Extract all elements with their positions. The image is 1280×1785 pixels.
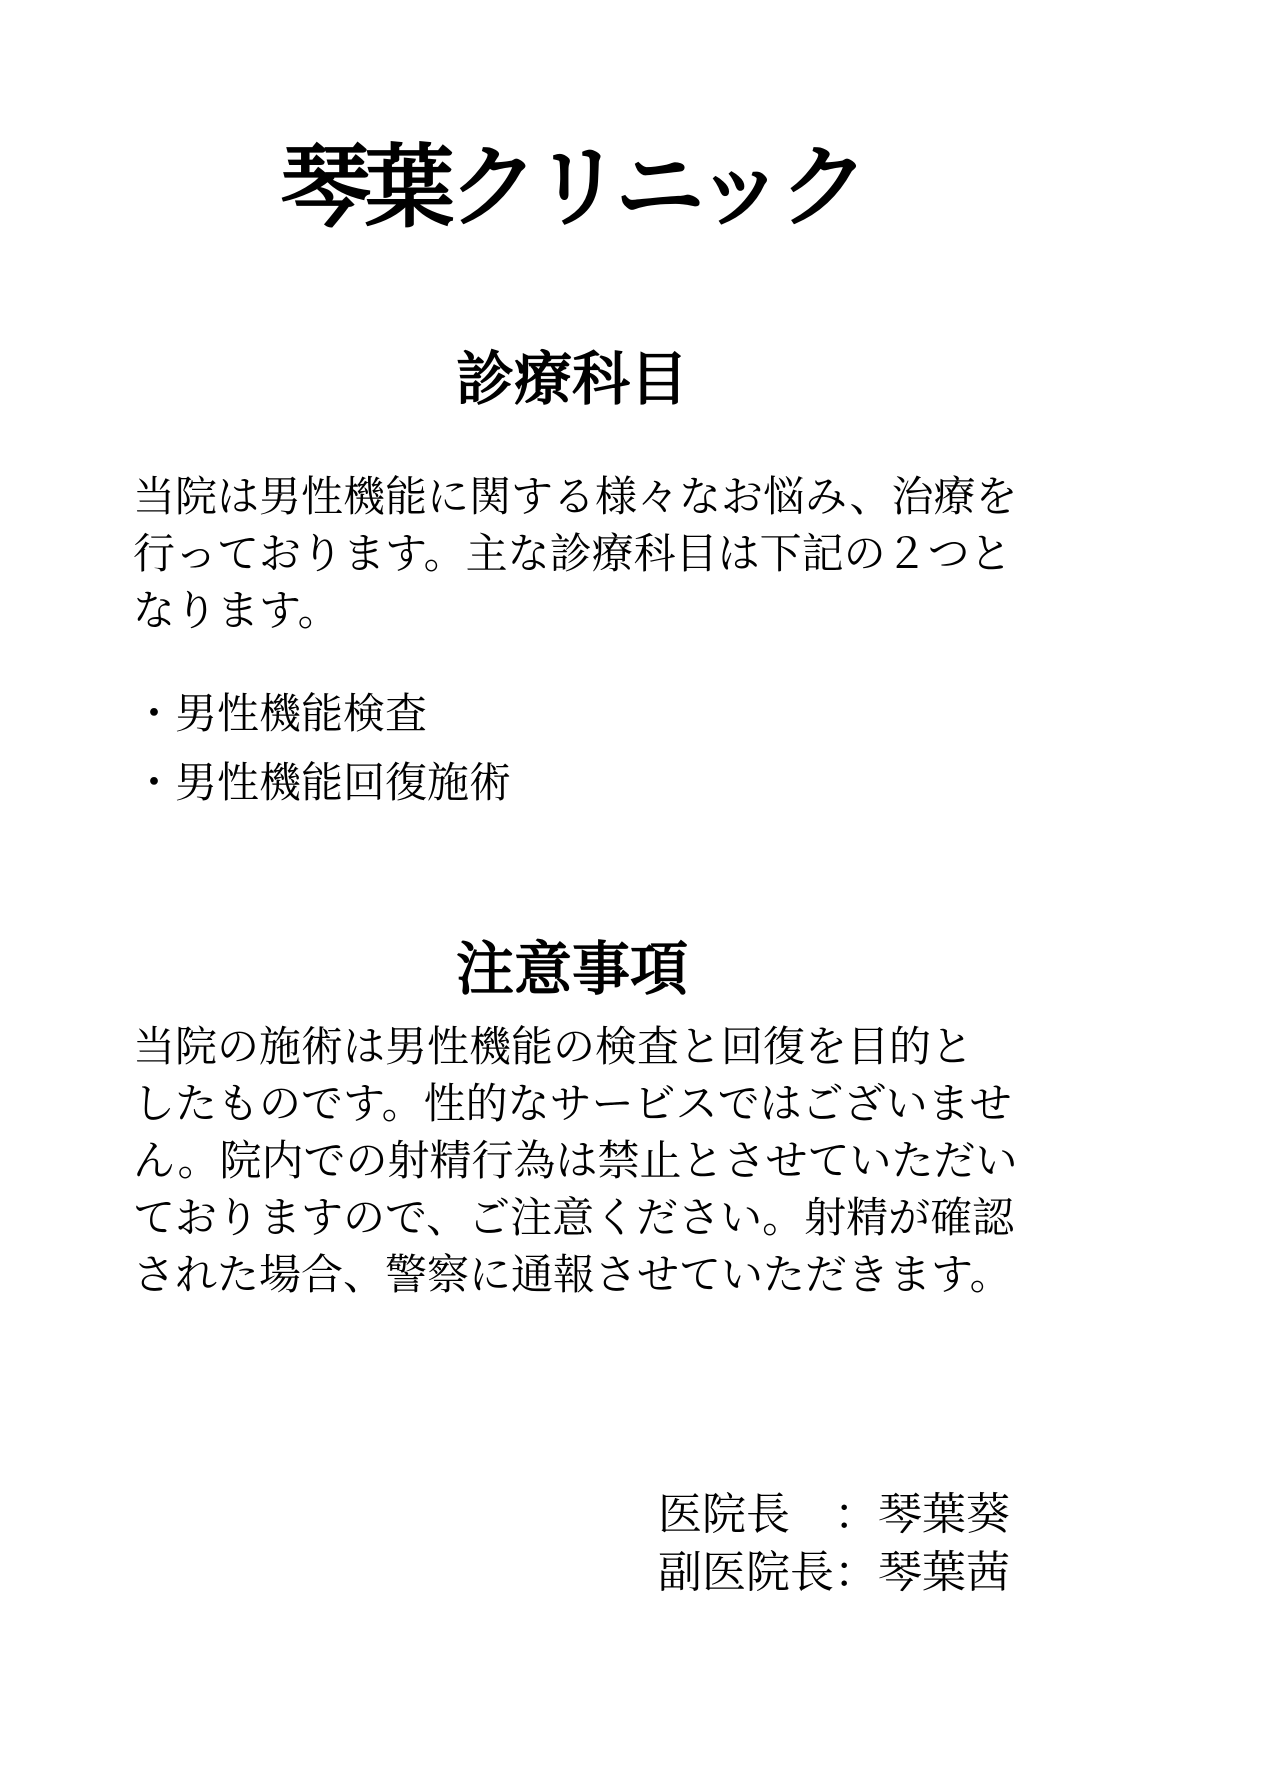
signature-line-director: 医院長 ：琴葉葵 xyxy=(658,1490,1010,1539)
bullet-item: ・男性機能回復施術 xyxy=(133,759,512,806)
body-line: 当院の施術は男性機能の検査と回復を目的と xyxy=(133,1023,974,1070)
body-line: なります。 xyxy=(133,587,340,634)
section-heading-precautions: 注意事項 xyxy=(455,937,688,1002)
document-title: 琴葉クリニック xyxy=(280,138,864,238)
section-body-precautions xyxy=(133,1018,1063,1303)
body-line: された場合、警察に通報させていただきます。 xyxy=(133,1251,1012,1298)
body-line: ん。院内での射精行為は禁止とさせていただい xyxy=(133,1137,1018,1184)
body-line: ておりますので、ご注意ください。射精が確認 xyxy=(133,1194,1015,1241)
body-line: 当院は男性機能に関する様々なお悩み、治療を xyxy=(133,473,1018,520)
department-bullet-list xyxy=(133,685,1063,811)
signature-block xyxy=(658,1486,1010,1602)
signature-line-deputy-director: 副医院長：琴葉茜 xyxy=(658,1548,1010,1597)
section-body-medical-departments xyxy=(133,468,1063,639)
section-heading-medical-departments: 診療科目 xyxy=(455,347,688,412)
body-line: したものです。性的なサービスではございませ xyxy=(133,1080,1012,1127)
body-line: 行っております。主な診療科目は下記の２つと xyxy=(133,530,1012,577)
bullet-item: ・男性機能検査 xyxy=(133,690,428,737)
